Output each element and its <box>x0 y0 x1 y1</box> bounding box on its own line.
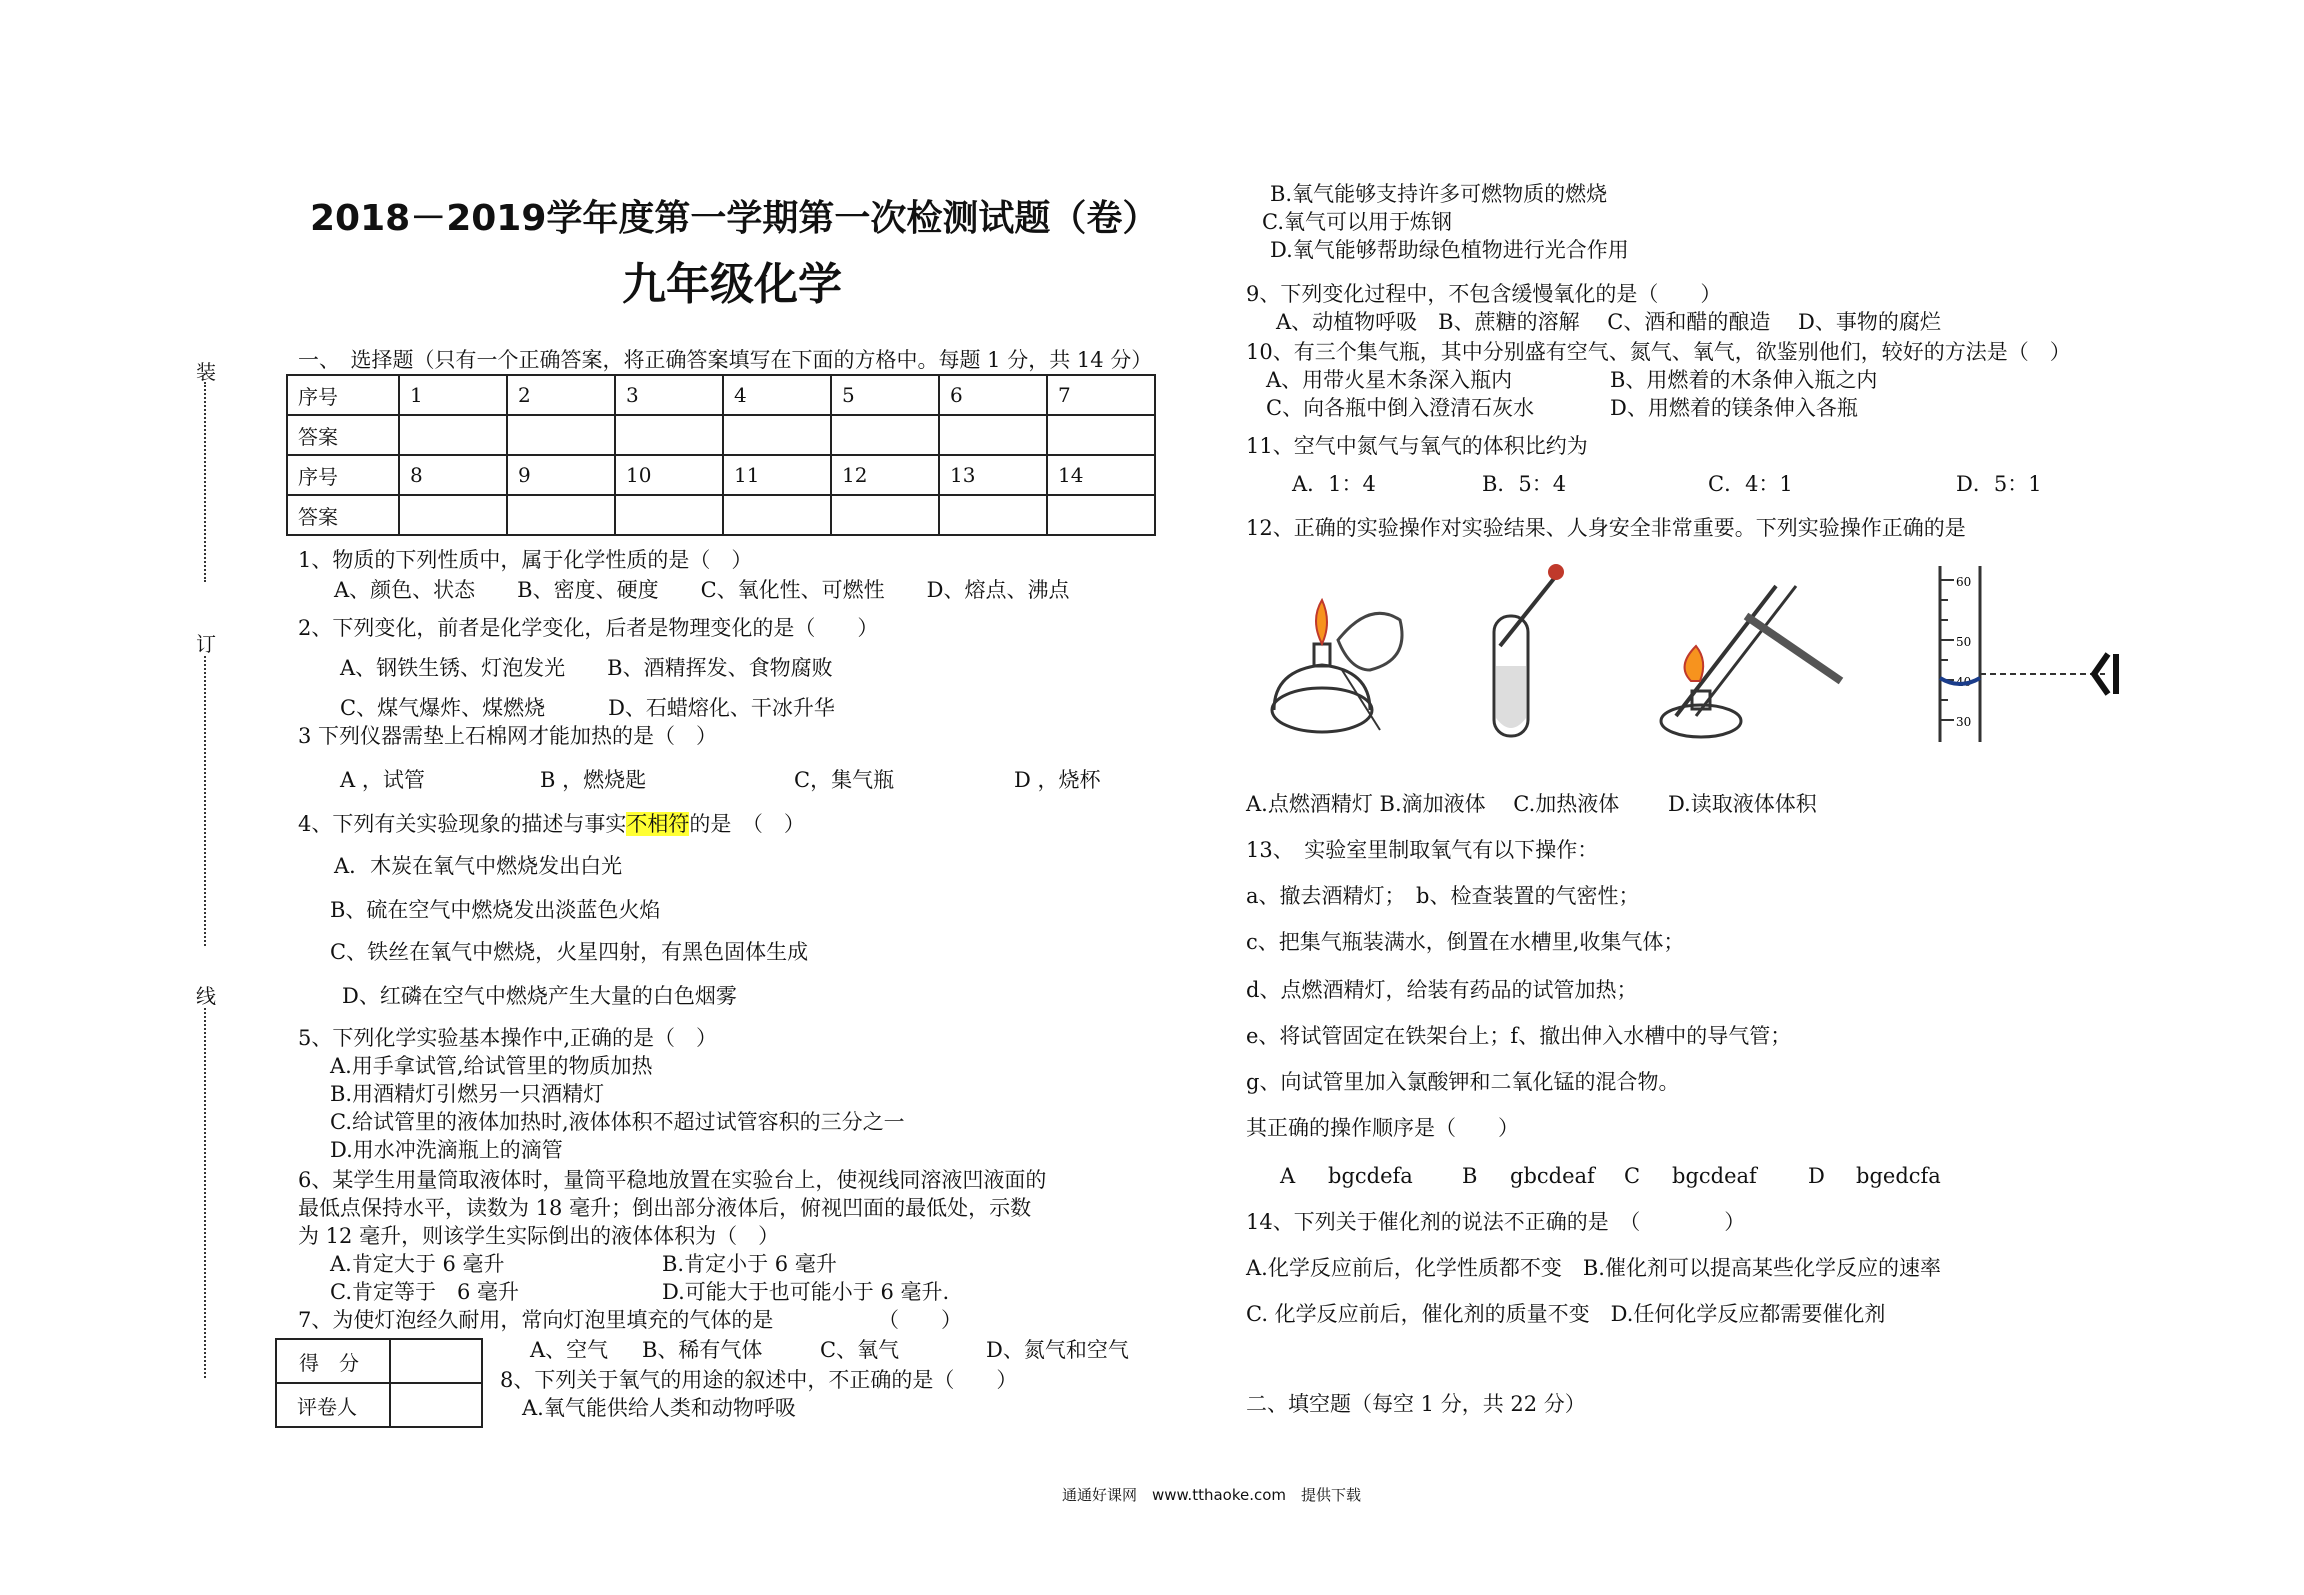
q11-stem: 11、空气中氮气与氧气的体积比约为 <box>1246 434 1588 458</box>
q13-step-3: d、点燃酒精灯，给装有药品的试管加热； <box>1246 978 1638 1002</box>
q5-option-b: B.用酒精灯引燃另一只酒精灯 <box>330 1082 605 1106</box>
q2-options-2: C、煤气爆炸、煤燃烧 D、石蜡熔化、干冰升华 <box>340 696 835 720</box>
q7-option-b: B、稀有气体 <box>642 1338 763 1362</box>
answer-cell[interactable] <box>615 495 723 535</box>
q4-option-b: B、硫在空气中燃烧发出淡蓝色火焰 <box>330 898 661 922</box>
q13-option-d-label: D <box>1808 1164 1825 1188</box>
cylinder-tick-label: 60 <box>1956 575 1972 589</box>
answer-cell[interactable] <box>507 495 615 535</box>
q5-option-c: C.给试管里的液体加热时,液体体积不超过试管容积的三分之一 <box>330 1110 905 1134</box>
q10-stem: 10、有三个集气瓶，其中分别盛有空气、氮气、氧气，欲鉴别他们，较好的方法是（ ） <box>1246 340 2071 364</box>
margin-mark-xian: 线 <box>196 984 216 1008</box>
q13-option-b-label: B <box>1462 1164 1478 1188</box>
cylinder-tick-label: 40 <box>1956 675 1972 689</box>
q14-options-2: C. 化学反应前后，催化剂的质量不变 D.任何化学反应都需要催化剂 <box>1246 1302 1886 1326</box>
q10-option-d: D、用燃着的镁条伸入各瓶 <box>1610 396 1858 420</box>
answer-table <box>286 374 1156 536</box>
table-cell: 答案 <box>287 415 399 455</box>
q4-stem: 4、下列有关实验现象的描述与事实不相符的是 （ ） <box>298 812 805 836</box>
q13-option-b: gbcdeaf <box>1510 1164 1595 1188</box>
q4-option-d: D、红磷在空气中燃烧产生大量的白色烟雾 <box>342 984 737 1008</box>
table-cell: 7 <box>1047 375 1155 415</box>
answer-cell[interactable] <box>1047 415 1155 455</box>
page-subtitle: 九年级化学 <box>622 259 842 310</box>
table-row <box>287 495 1155 535</box>
q3-option-a: A ，试管 <box>340 768 425 792</box>
table-cell: 9 <box>507 455 615 495</box>
table-row <box>287 415 1155 455</box>
q5-stem: 5、下列化学实验基本操作中,正确的是（ ） <box>298 1026 718 1050</box>
table-cell: 14 <box>1047 455 1155 495</box>
q13-step-5: g、向试管里加入氯酸钾和二氧化锰的混合物。 <box>1246 1070 1680 1094</box>
q6-line-1: 6、某学生用量筒取液体时，量筒平稳地放置在实验台上，使视线同溶液凹液面的 <box>298 1168 1047 1192</box>
q7-paren: （ ） <box>878 1308 962 1332</box>
q2-options-1: A、钢铁生锈、灯泡发光 B、酒精挥发、食物腐败 <box>340 656 833 680</box>
score-cell[interactable] <box>390 1339 482 1383</box>
q4-option-c: C、铁丝在氧气中燃烧，火星四射，有黑色固体生成 <box>330 940 809 964</box>
q13-stem: 13、 实验室里制取氧气有以下操作： <box>1246 838 1599 862</box>
q12-stem: 12、正确的实验操作对实验结果、人身安全非常重要。下列实验操作正确的是 <box>1246 516 1966 540</box>
section-heading-fill: 二、填空题（每空 1 分，共 22 分） <box>1246 1392 1586 1416</box>
footer-source: 通通好课网 www.tthaoke.com 提供下载 <box>1062 1486 1362 1504</box>
q1-options: A、颜色、状态 B、密度、硬度 C、氧化性、可燃性 D、熔点、沸点 <box>334 578 1070 602</box>
q13-step-2: c、把集气瓶装满水，倒置在水槽里,收集气体； <box>1246 930 1685 954</box>
q13-question: 其正确的操作顺序是（ ） <box>1246 1116 1519 1140</box>
section-heading-choice: 一、 选择题（只有一个正确答案，将正确答案填写在下面的方格中。每题 1 分，共 14 分） <box>298 348 1153 372</box>
q5-option-a: A.用手拿试管,给试管里的物质加热 <box>330 1054 653 1078</box>
q13-option-c-label: C <box>1624 1164 1641 1188</box>
table-cell: 13 <box>939 455 1047 495</box>
margin-dashed-line <box>204 656 206 946</box>
q10-option-c: C、向各瓶中倒入澄清石灰水 <box>1266 396 1535 420</box>
answer-cell[interactable] <box>723 495 831 535</box>
q11-option-b: B．5：4 <box>1482 472 1567 496</box>
q13-option-d: bgedcfa <box>1856 1164 1941 1188</box>
q3-option-d: D ，烧杯 <box>1014 768 1101 792</box>
table-cell: 1 <box>399 375 507 415</box>
answer-cell[interactable] <box>615 415 723 455</box>
q7-option-d: D、氮气和空气 <box>986 1338 1129 1362</box>
grader-cell[interactable] <box>390 1383 482 1427</box>
table-cell: 答案 <box>287 495 399 535</box>
q8-option-c: C.氧气可以用于炼钢 <box>1262 210 1452 234</box>
q5-option-d: D.用水冲洗滴瓶上的滴管 <box>330 1138 563 1162</box>
q13-step-1: a、撤去酒精灯； b、检查装置的气密性； <box>1246 884 1640 908</box>
dropper-adding-liquid-image <box>1470 556 1570 746</box>
q10-option-b: B、用燃着的木条伸入瓶之内 <box>1610 368 1878 392</box>
q6-option-b: B.肯定小于 6 毫升 <box>662 1252 837 1276</box>
answer-cell[interactable] <box>723 415 831 455</box>
table-cell: 序号 <box>287 455 399 495</box>
answer-cell[interactable] <box>939 415 1047 455</box>
q13-option-a: bgcdefa <box>1328 1164 1413 1188</box>
answer-cell[interactable] <box>831 495 939 535</box>
grader-label: 评卷人 <box>276 1383 390 1427</box>
margin-dashed-line <box>204 1008 206 1378</box>
q6-line-2: 最低点保持水平，读数为 18 毫升；倒出部分液体后，俯视凹面的最低处，示数 <box>298 1196 1032 1220</box>
q8-option-a: A.氧气能供给人类和动物呼吸 <box>522 1396 796 1420</box>
table-cell: 8 <box>399 455 507 495</box>
page-title: 2018－2019学年度第一学期第一次检测试题（卷） <box>310 198 1159 239</box>
margin-dashed-line <box>204 382 206 582</box>
margin-mark-zhuang: 装 <box>196 360 216 384</box>
answer-cell[interactable] <box>399 415 507 455</box>
q7-stem: 7、为使灯泡经久耐用，常向灯泡里填充的气体的是 <box>298 1308 774 1332</box>
table-row <box>276 1383 482 1427</box>
q3-stem: 3 下列仪器需垫上石棉网才能加热的是（ ） <box>298 724 718 748</box>
q7-option-c: C、氧气 <box>820 1338 900 1362</box>
answer-cell[interactable] <box>507 415 615 455</box>
q14-stem: 14、下列关于催化剂的说法不正确的是 （ ） <box>1246 1210 1746 1234</box>
table-cell: 10 <box>615 455 723 495</box>
table-row <box>287 375 1155 415</box>
cylinder-tick-label: 30 <box>1956 715 1972 729</box>
answer-cell[interactable] <box>399 495 507 535</box>
table-row <box>276 1339 482 1383</box>
table-cell: 12 <box>831 455 939 495</box>
answer-cell[interactable] <box>831 415 939 455</box>
q6-line-3: 为 12 毫升，则该学生实际倒出的液体体积为（ ） <box>298 1224 780 1248</box>
q6-option-a: A.肯定大于 6 毫升 <box>330 1252 505 1276</box>
q9-stem: 9、下列变化过程中，不包含缓慢氧化的是（ ） <box>1246 282 1722 306</box>
q12-option-labels: A.点燃酒精灯 B.滴加液体 C.加热液体 D.读取液体体积 <box>1246 792 1817 816</box>
q6-option-c: C.肯定等于 6 毫升 <box>330 1280 520 1304</box>
table-cell: 3 <box>615 375 723 415</box>
q10-option-a: A、用带火星木条深入瓶内 <box>1266 368 1513 392</box>
q2-stem: 2、下列变化，前者是化学变化，后者是物理变化的是（ ） <box>298 616 879 640</box>
q9-options: A、动植物呼吸 B、蔗糖的溶解 C、酒和醋的酿造 D、事物的腐烂 <box>1276 310 1941 334</box>
heating-liquid-test-tube-image <box>1656 576 1856 746</box>
reading-cylinder-volume-image <box>1930 566 2130 746</box>
alcohol-lamp-lighting-image <box>1260 560 1410 750</box>
table-cell: 11 <box>723 455 831 495</box>
margin-mark-ding: 订 <box>196 632 216 656</box>
q13-option-c: bgcdeaf <box>1672 1164 1757 1188</box>
table-cell: 4 <box>723 375 831 415</box>
q11-option-a: A．1：4 <box>1292 472 1376 496</box>
q11-option-c: C．4：1 <box>1708 472 1793 496</box>
table-cell: 6 <box>939 375 1047 415</box>
cylinder-tick-label: 50 <box>1956 635 1972 649</box>
q7-option-a: A、空气 <box>530 1338 609 1362</box>
q8-option-b: B.氧气能够支持许多可燃物质的燃烧 <box>1270 182 1608 206</box>
q14-options-1: A.化学反应前后，化学性质都不变 B.催化剂可以提高某些化学反应的速率 <box>1246 1256 1941 1280</box>
q13-step-4: e、将试管固定在铁架台上；f、撤出伸入水槽中的导气管； <box>1246 1024 1792 1048</box>
q4-option-a: A．木炭在氧气中燃烧发出白光 <box>334 854 623 878</box>
q6-option-d: D.可能大于也可能小于 6 毫升. <box>662 1280 950 1304</box>
highlight-text: 不相符 <box>626 812 690 836</box>
answer-cell[interactable] <box>1047 495 1155 535</box>
q11-option-d: D．5：1 <box>1956 472 2042 496</box>
score-label: 得 分 <box>276 1339 390 1383</box>
q3-option-c: C，集气瓶 <box>794 768 895 792</box>
q8-stem: 8、下列关于氧气的用途的叙述中，不正确的是（ ） <box>500 1368 1018 1392</box>
answer-cell[interactable] <box>939 495 1047 535</box>
table-cell: 2 <box>507 375 615 415</box>
score-table <box>275 1338 483 1428</box>
table-cell: 序号 <box>287 375 399 415</box>
table-cell: 5 <box>831 375 939 415</box>
table-row <box>287 455 1155 495</box>
q1-stem: 1、物质的下列性质中，属于化学性质的是（ ） <box>298 548 753 572</box>
q3-option-b: B ，燃烧匙 <box>540 768 647 792</box>
q13-option-a-label: A <box>1280 1164 1296 1188</box>
q8-option-d: D.氧气能够帮助绿色植物进行光合作用 <box>1270 238 1629 262</box>
